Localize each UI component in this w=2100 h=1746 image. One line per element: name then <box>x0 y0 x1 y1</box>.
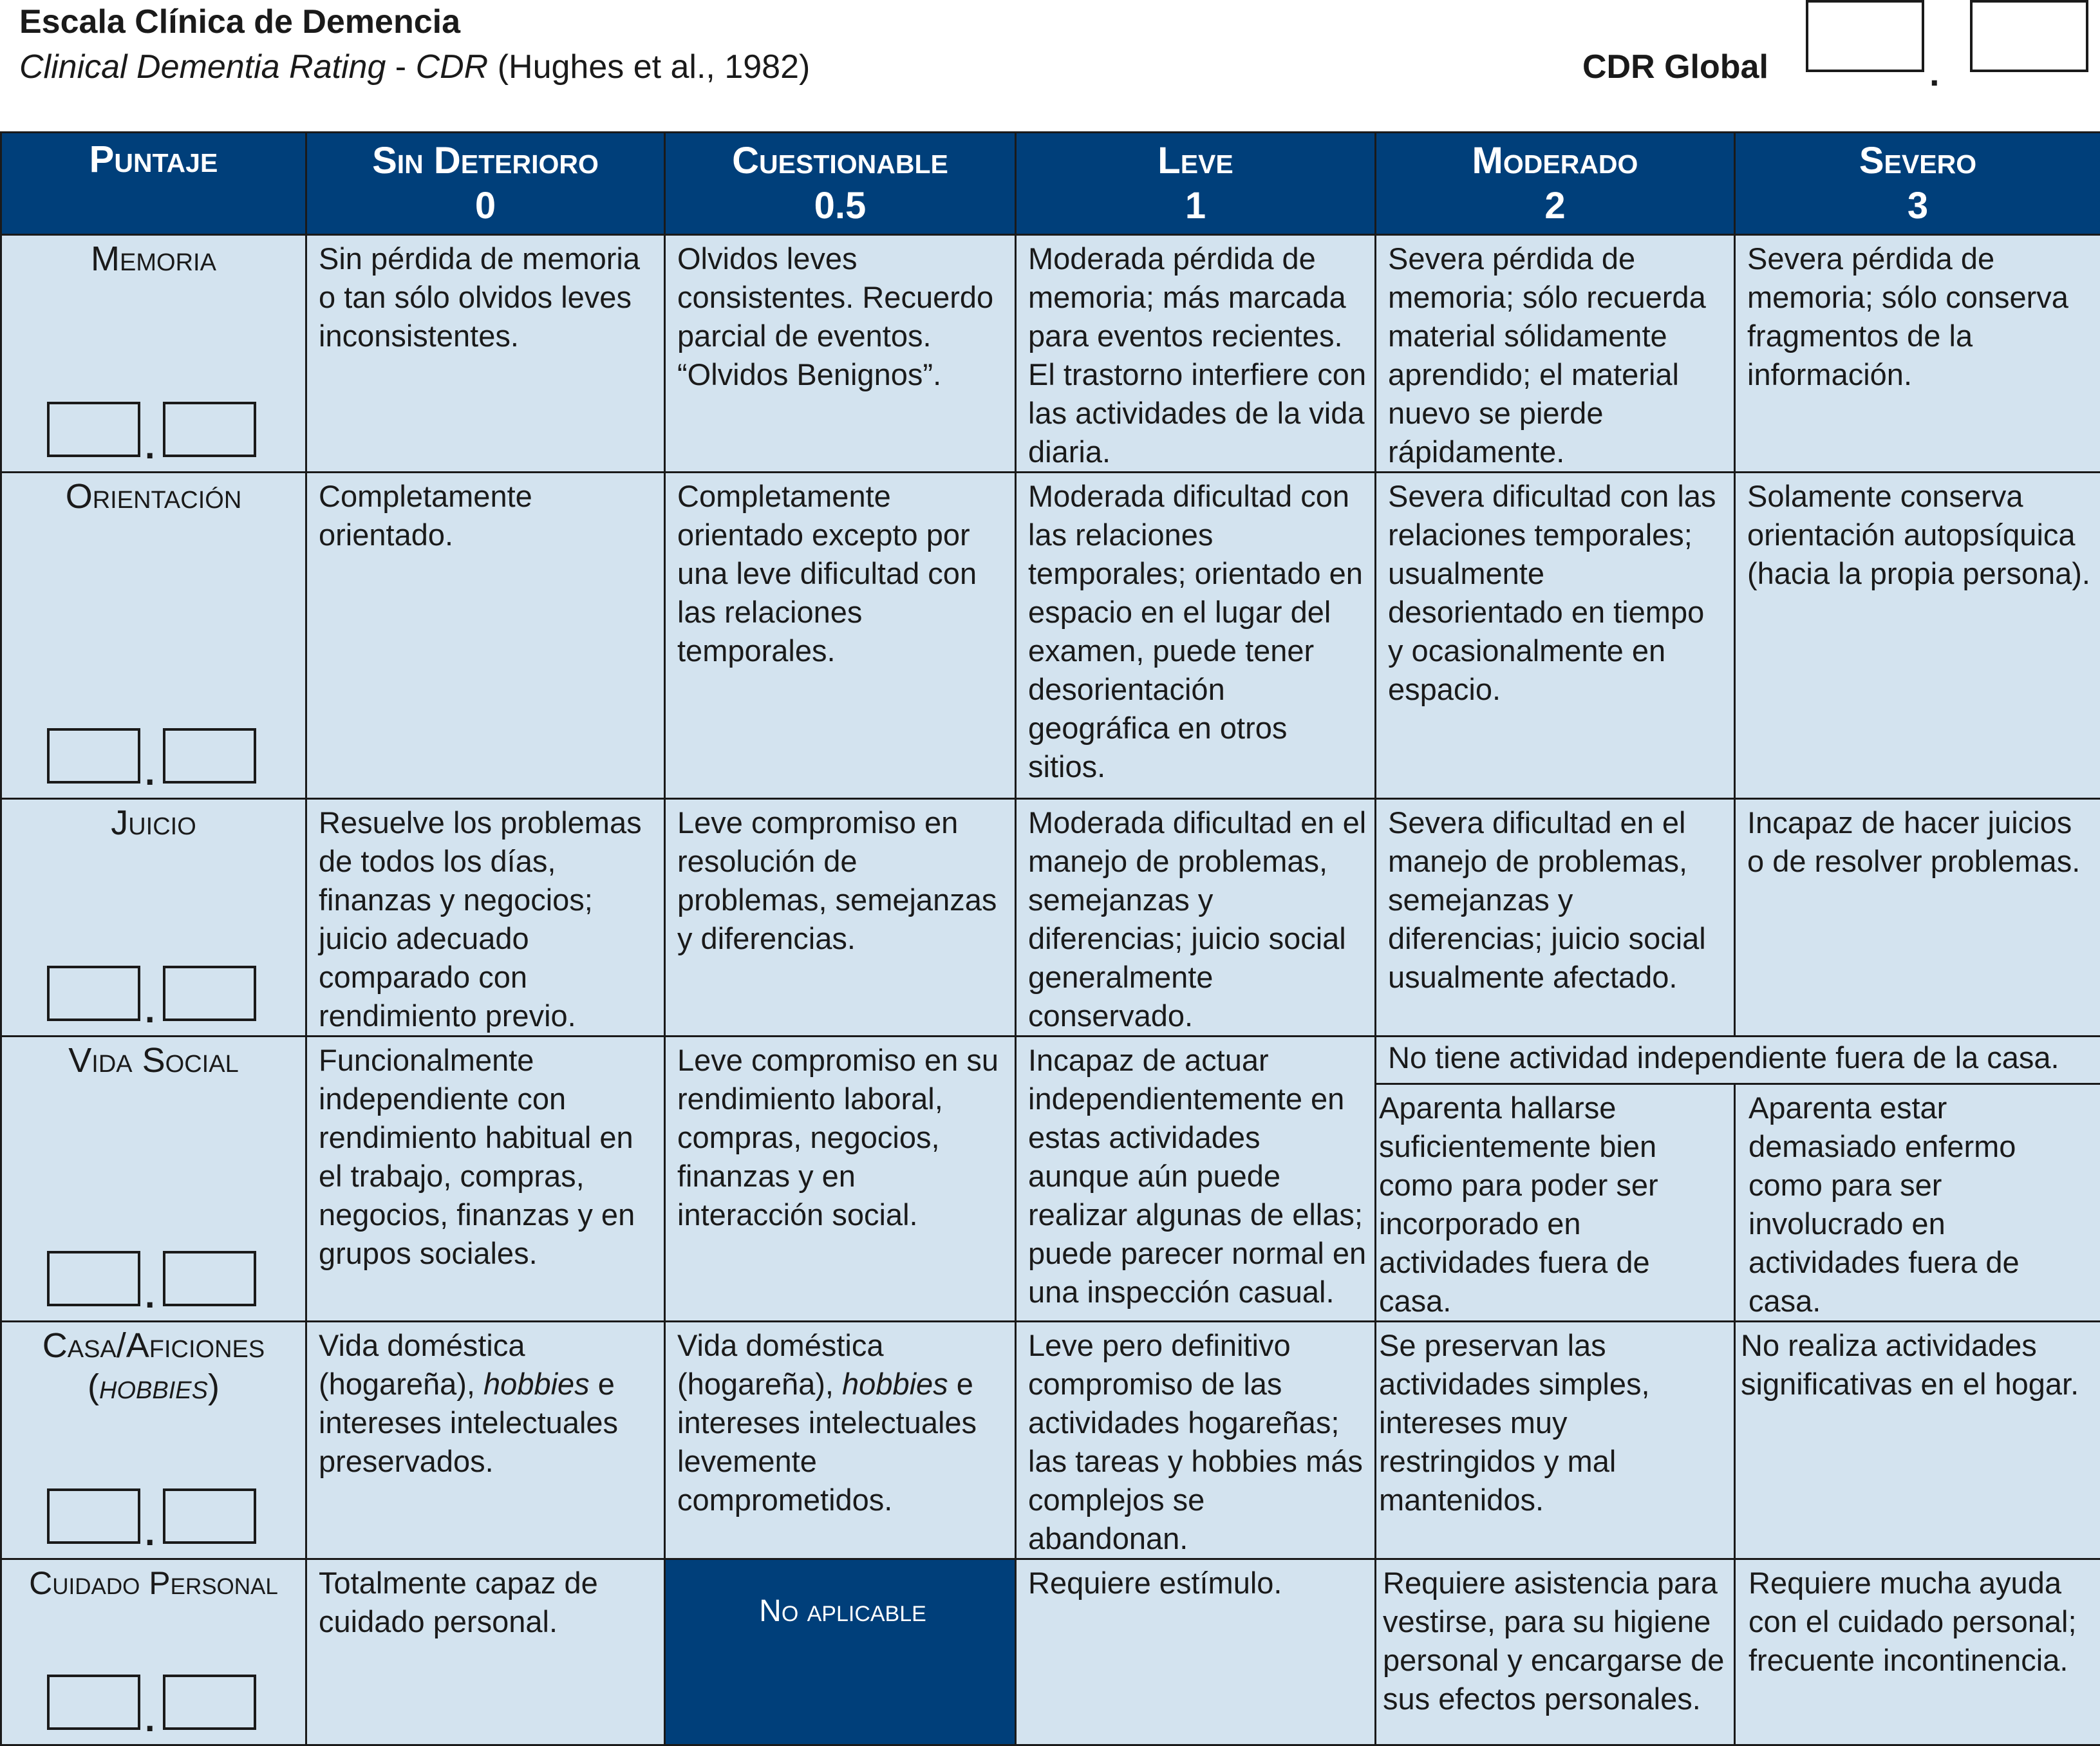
row-memoria <box>1 235 2100 473</box>
cdr-global-decimal-point: . <box>1929 55 1940 91</box>
memoria-cell-1: Moderada pérdida de memoria; más marcada para eventos recientes. El trastorno interfiere con las actividades de la vida diaria. <box>1016 235 1376 473</box>
juicio-cell-3: Incapaz de hacer juicios o de resolver problemas. <box>1735 799 2100 1037</box>
category-cuidado-personal: Cuidado Personal . <box>1 1559 306 1745</box>
cuidado-score-integer-box[interactable] <box>47 1675 140 1730</box>
subtitle-citation: (Hughes et al., 1982) <box>488 48 810 86</box>
orientacion-cell-1: Moderada dificultad con las relaciones temporales; orientado en espacio en el lugar del examen, puede tener desorientación geográfica en otros sitios. <box>1016 473 1376 799</box>
subtitle-abbr: CDR <box>416 48 489 86</box>
cdr-table <box>0 131 2100 1746</box>
vida-social-cell-1: Incapaz de actuar independientemente en estas actividades aunque aún puede realizar algunas de ellas; puede parecer normal en una inspección casual. <box>1016 1037 1376 1322</box>
juicio-score-decimal-box[interactable] <box>163 966 256 1021</box>
juicio-cell-0: Resuelve los problemas de todos los días, finanzas y negocios; juicio adecuado comparado con rendimiento previo. <box>306 799 665 1037</box>
juicio-cell-2: Severa dificultad en el manejo de problemas, semejanzas y diferencias; juicio social usualmente afectado. <box>1376 799 1735 1037</box>
col-header-cuestionable: Cuestionable 0.5 <box>665 133 1016 235</box>
memoria-score-decimal-box[interactable] <box>163 402 256 457</box>
row-cuidado-personal <box>1 1559 2100 1745</box>
col-header-leve: Leve 1 <box>1016 133 1376 235</box>
memoria-cell-0-5: Olvidos leves consistentes. Recuerdo parcial de eventos. “Olvidos Benignos”. <box>665 235 1016 473</box>
col-header-sin-deterioro: Sin Deterioro 0 <box>306 133 665 235</box>
col-header-moderado: Moderado 2 <box>1376 133 1735 235</box>
cdr-global-integer-box[interactable] <box>1806 0 1924 72</box>
category-orientacion: Orientación . <box>1 473 306 799</box>
col-header-puntaje: Puntaje <box>1 133 306 235</box>
vida-social-cell-2: Aparenta hallarse suficientemente bien como para poder ser incorporado en actividades fuera de casa. <box>1376 1084 1735 1322</box>
juicio-score-integer-box[interactable] <box>47 966 140 1021</box>
vida-social-cell-0: Funcionalmente independiente con rendimiento habitual en el trabajo, compras, negocios, finanzas y en grupos sociales. <box>306 1037 665 1322</box>
memoria-cell-3: Severa pérdida de memoria; sólo conserva fragmentos de la información. <box>1735 235 2100 473</box>
vida-social-score-decimal-box[interactable] <box>163 1251 256 1306</box>
cdr-global-label: CDR Global <box>1582 46 1768 88</box>
score-1: 1 <box>1019 183 1372 229</box>
orientacion-cell-0: Completamente orientado. <box>306 473 665 799</box>
orientacion-score-decimal-box[interactable] <box>163 728 256 784</box>
casa-score-decimal-box[interactable] <box>163 1488 256 1544</box>
row-juicio <box>1 799 2100 1037</box>
orientacion-score-integer-box[interactable] <box>47 728 140 784</box>
row-casa-aficiones <box>1 1322 2100 1559</box>
vida-social-cell-2-3-note: No tiene actividad independiente fuera de la casa. <box>1376 1037 2100 1084</box>
subtitle-separator: - <box>386 48 415 86</box>
cuidado-cell-0: Totalmente capaz de cuidado personal. <box>306 1559 665 1745</box>
casa-cell-2: Se preservan las actividades simples, intereses muy restringidos y mal mantenidos. <box>1376 1322 1735 1559</box>
cdr-global-decimal-box[interactable] <box>1970 0 2088 72</box>
col-header-severo: Severo 3 <box>1735 133 2100 235</box>
header-row <box>1 133 2100 235</box>
casa-cell-0-5: Vida doméstica (hogareña), hobbies e intereses intelectuales levemente comprometidos. <box>665 1322 1016 1559</box>
category-juicio: Juicio . <box>1 799 306 1037</box>
juicio-cell-1: Moderada dificultad en el manejo de problemas, semejanzas y diferencias; juicio social generalmente conservado. <box>1016 799 1376 1037</box>
subtitle-italic: Clinical Dementia Rating <box>19 48 386 86</box>
score-0: 0 <box>310 183 661 229</box>
cuidado-cell-2: Requiere asistencia para vestirse, para su higiene personal y encargarse de sus efectos personales. <box>1376 1559 1735 1745</box>
category-vida-social: Vida Social . <box>1 1037 306 1322</box>
page-subtitle <box>19 46 810 88</box>
category-memoria: Memoria . <box>1 235 306 473</box>
casa-cell-3: No realiza actividades significativas en el hogar. <box>1735 1322 2100 1559</box>
score-2: 2 <box>1379 183 1731 229</box>
cuidado-cell-1: Requiere estímulo. <box>1016 1559 1376 1745</box>
score-3: 3 <box>1738 183 2097 229</box>
vida-social-cell-3: Aparenta estar demasiado enfermo como para ser involucrado en actividades fuera de casa. <box>1735 1084 2100 1322</box>
cuidado-cell-0-5-not-applicable: No aplicable <box>665 1559 1016 1745</box>
orientacion-cell-0-5: Completamente orientado excepto por una leve dificultad con las relaciones temporales. <box>665 473 1016 799</box>
memoria-cell-0: Sin pérdida de memoria o tan sólo olvidos leves inconsistentes. <box>306 235 665 473</box>
casa-cell-1: Leve pero definitivo compromiso de las actividades hogareñas; las tareas y hobbies más complejos se abandonan. <box>1016 1322 1376 1559</box>
cuidado-cell-3: Requiere mucha ayuda con el cuidado personal; frecuente incontinencia. <box>1735 1559 2100 1745</box>
memoria-score-integer-box[interactable] <box>47 402 140 457</box>
page-title: Escala Clínica de Demencia <box>19 1 460 42</box>
orientacion-cell-3: Solamente conserva orientación autopsíquica (hacia la propia persona). <box>1735 473 2100 799</box>
cuidado-score-decimal-box[interactable] <box>163 1675 256 1730</box>
category-casa-aficiones: Casa/Aficiones (hobbies) . <box>1 1322 306 1559</box>
row-vida-social-top <box>1 1037 2100 1084</box>
score-0-5: 0.5 <box>668 183 1012 229</box>
casa-cell-0: Vida doméstica (hogareña), hobbies e intereses intelectuales preservados. <box>306 1322 665 1559</box>
juicio-cell-0-5: Leve compromiso en resolución de problemas, semejanzas y diferencias. <box>665 799 1016 1037</box>
orientacion-cell-2: Severa dificultad con las relaciones temporales; usualmente desorientado en tiempo y ocasionalmente en espacio. <box>1376 473 1735 799</box>
casa-score-integer-box[interactable] <box>47 1488 140 1544</box>
casa-label-hobbies: hobbies <box>99 1367 208 1406</box>
casa-label: Casa/Aficiones <box>42 1326 265 1365</box>
row-orientacion <box>1 473 2100 799</box>
vida-social-cell-0-5: Leve compromiso en su rendimiento laboral, compras, negocios, finanzas y en interacción social. <box>665 1037 1016 1322</box>
memoria-cell-2: Severa pérdida de memoria; sólo recuerda material sólidamente aprendido; el material nuevo se pierde rápidamente. <box>1376 235 1735 473</box>
vida-social-score-integer-box[interactable] <box>47 1251 140 1306</box>
